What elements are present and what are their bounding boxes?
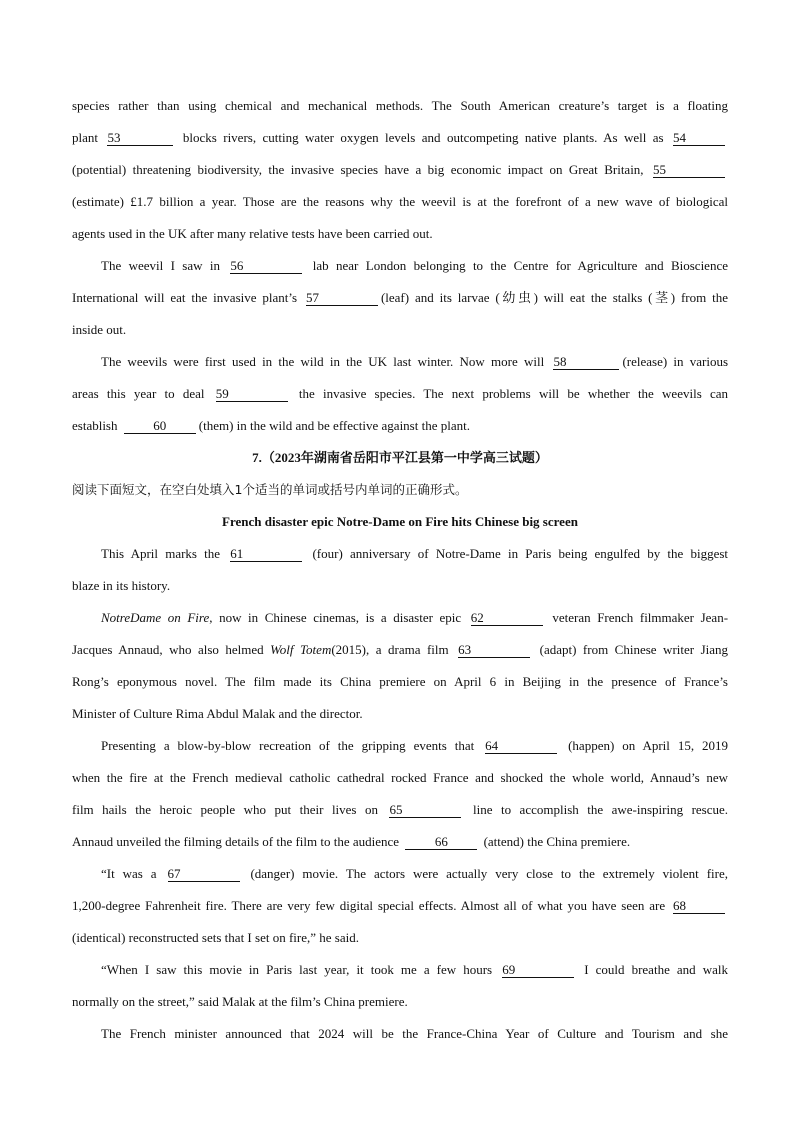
text-line: (estimate) £1.7 billion a year. Those are the reasons why the weevil is at the forefront of a new wave of biological bbox=[72, 194, 728, 209]
text: International will eat the invasive plant’s bbox=[72, 290, 298, 305]
text-line bbox=[72, 154, 728, 186]
text: (four) anniversary of Notre-Dame in Paris being engulfed by the biggest bbox=[312, 546, 728, 561]
text: (danger) movie. The actors were actually very close to the extremely violent fire, bbox=[250, 866, 728, 881]
text: the invasive species. The next problems will be whether the weevils can bbox=[298, 386, 728, 401]
text: (potential) threatening biodiversity, the invasive species have a big economic impact on Great Britain, bbox=[72, 162, 644, 177]
passage-title: French disaster epic Notre-Dame on Fire hits Chinese big screen bbox=[222, 514, 578, 529]
film-title: Wolf Totem bbox=[270, 642, 332, 657]
text-line: The French minister announced that 2024 will be the France-China Year of Culture and Tourism and she bbox=[101, 1026, 728, 1041]
text-line: (identical) reconstructed sets that I set on fire,” he said. bbox=[72, 930, 359, 945]
text: (adapt) from Chinese writer Jiang bbox=[539, 642, 728, 657]
text-line bbox=[72, 602, 728, 634]
text-line: species rather than using chemical and mechanical methods. The South American creature’s target is a floating bbox=[72, 98, 728, 113]
text-line bbox=[72, 730, 728, 762]
question-heading: 7.（2023年湖南省岳阳市平江县第一中学高三试题） bbox=[252, 450, 548, 465]
text-line: Rong’s eponymous novel. The film made its China premiere on April 6 in Beijing in the presence of France’s bbox=[72, 674, 728, 689]
blank-64: 64 bbox=[485, 738, 557, 754]
text-line bbox=[72, 794, 728, 826]
blank-68: 68 bbox=[673, 898, 725, 914]
text: “It was a bbox=[101, 866, 157, 881]
text: veteran French filmmaker Jean- bbox=[552, 610, 728, 625]
text: film hails the heroic people who put their lives on bbox=[72, 802, 378, 817]
text-line bbox=[72, 410, 728, 442]
blank-62: 62 bbox=[471, 610, 543, 626]
blank-59: 59 bbox=[216, 386, 288, 402]
text: Annaud unveiled the filming details of the film to the audience bbox=[72, 834, 400, 849]
blank-69: 69 bbox=[502, 962, 574, 978]
blank-56: 56 bbox=[230, 258, 302, 274]
film-title: NotreDame on Fire bbox=[101, 610, 210, 625]
blank-63: 63 bbox=[458, 642, 530, 658]
text: establish bbox=[72, 418, 118, 433]
blank-60: 60 bbox=[124, 418, 196, 434]
text-line bbox=[72, 634, 728, 666]
text-line bbox=[72, 858, 728, 890]
blank-57: 57 bbox=[306, 290, 378, 306]
text: 1,200-degree Fahrenheit fire. There are very few digital special effects. Almost all of what you have seen are bbox=[72, 898, 666, 913]
text-line bbox=[72, 122, 728, 154]
text: The weevil I saw in bbox=[101, 258, 221, 273]
text: The weevils were first used in the wild in the UK last winter. Now more will bbox=[101, 354, 545, 369]
blank-61: 61 bbox=[230, 546, 302, 562]
text-line bbox=[72, 538, 728, 570]
text: (release) in various bbox=[622, 354, 728, 369]
text-line bbox=[72, 250, 728, 282]
blank-54: 54 bbox=[673, 130, 725, 146]
blank-67: 67 bbox=[168, 866, 240, 882]
text: blocks rivers, cutting water oxygen levels and outcompeting native plants. As well as bbox=[182, 130, 664, 145]
text-line bbox=[72, 826, 728, 858]
text-line bbox=[72, 282, 728, 314]
text: I could breathe and walk bbox=[584, 962, 728, 977]
text-line: agents used in the UK after many relative tests have been carried out. bbox=[72, 226, 433, 241]
text: (attend) the China premiere. bbox=[483, 834, 631, 849]
text: line to accomplish the awe-inspiring rescue. bbox=[472, 802, 728, 817]
text-line bbox=[72, 890, 728, 922]
blank-65: 65 bbox=[389, 802, 461, 818]
text-line: when the fire at the French medieval catholic cathedral rocked France and shocked the whole world, Annaud’s new bbox=[72, 770, 728, 785]
instruction-text: 阅读下面短文，在空白处填入1个适当的单词或括号内单词的正确形式。 bbox=[72, 482, 468, 497]
text: lab near London belonging to the Centre for Agriculture and Bioscience bbox=[312, 258, 728, 273]
text: plant bbox=[72, 130, 98, 145]
text: (them) in the wild and be effective against the plant. bbox=[198, 418, 470, 433]
text-line: normally on the street,” said Malak at the film’s China premiere. bbox=[72, 994, 408, 1009]
text: (happen) on April 15, 2019 bbox=[568, 738, 728, 753]
text: This April marks the bbox=[101, 546, 221, 561]
blank-58: 58 bbox=[553, 354, 619, 370]
blank-53: 53 bbox=[107, 130, 173, 146]
text-line bbox=[72, 346, 728, 378]
text: Presenting a blow-by-blow recreation of the gripping events that bbox=[101, 738, 475, 753]
text: , now in Chinese cinemas, is a disaster epic bbox=[209, 610, 462, 625]
text: (leaf) and its larvae (幼虫) will eat the stalks (茎) from the bbox=[380, 290, 728, 305]
text-line: blaze in its history. bbox=[72, 578, 171, 593]
text-line bbox=[72, 954, 728, 986]
blank-55: 55 bbox=[653, 162, 725, 178]
text-line: inside out. bbox=[72, 322, 127, 337]
text: (2015), a drama film bbox=[331, 642, 449, 657]
text: “When I saw this movie in Paris last year, it took me a few hours bbox=[101, 962, 493, 977]
text-line: Minister of Culture Rima Abdul Malak and the director. bbox=[72, 706, 363, 721]
text: Jacques Annaud, who also helmed bbox=[72, 642, 264, 657]
text: areas this year to deal bbox=[72, 386, 205, 401]
text-line bbox=[72, 378, 728, 410]
blank-66: 66 bbox=[405, 834, 477, 850]
document-page bbox=[72, 90, 728, 1050]
